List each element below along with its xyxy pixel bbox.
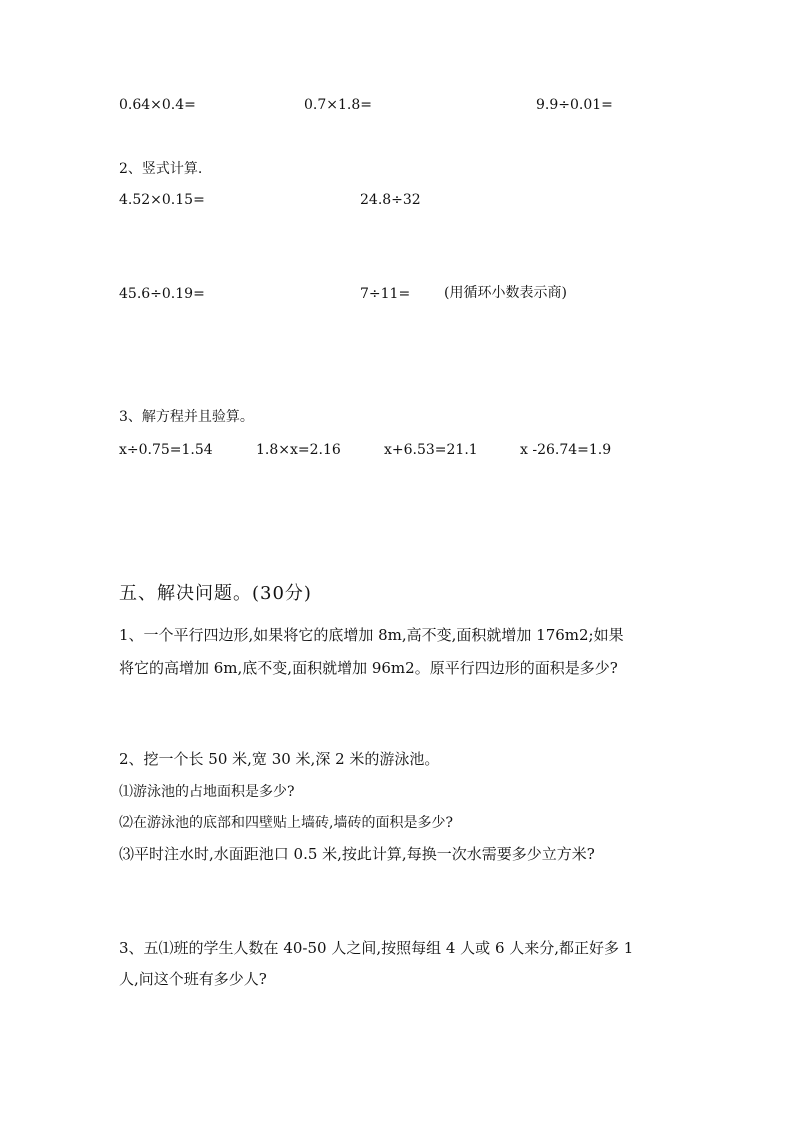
problem-2: 0.7×1.8= — [304, 97, 372, 113]
equation-1: x÷0.75=1.54 — [119, 442, 213, 458]
equation-3: x+6.53=21.1 — [384, 442, 478, 458]
section-2-title: 2、竖式计算. — [119, 161, 203, 177]
question-2-sub-2: ⑵在游泳池的底部和四壁贴上墙砖,墙砖的面积是多少? — [119, 815, 453, 831]
section-3-title: 3、解方程并且验算。 — [119, 409, 254, 425]
equation-2: 1.8×x=2.16 — [256, 442, 341, 458]
vertical-problem-4: 7÷11= — [360, 286, 411, 302]
question-2-title: 2、挖一个长 50 米,宽 30 米,深 2 米的游泳池。 — [119, 750, 440, 768]
problem-1: 0.64×0.4= — [119, 97, 196, 113]
vertical-problem-4-note: (用循环小数表示商) — [444, 285, 567, 301]
question-3-line-1: 3、五⑴班的学生人数在 40-50 人之间,按照每组 4 人或 6 人来分,都正好多 1 — [119, 939, 634, 957]
vertical-problem-3: 45.6÷0.19= — [119, 286, 205, 302]
section-5-heading: 五、解决问题。(30分) — [119, 583, 312, 604]
question-2-sub-1: ⑴游泳池的占地面积是多少? — [119, 784, 295, 800]
question-3-line-2: 人,问这个班有多少人? — [119, 970, 267, 988]
vertical-problem-2: 24.8÷32 — [360, 192, 421, 208]
question-1-line-2: 将它的高增加 6m,底不变,面积就增加 96m2。原平行四边形的面积是多少? — [119, 659, 618, 677]
equation-4: x -26.74=1.9 — [520, 442, 612, 458]
question-2-sub-3: ⑶平时注水时,水面距池口 0.5 米,按此计算,每换一次水需要多少立方米? — [119, 845, 595, 863]
question-1-line-1: 1、一个平行四边形,如果将它的底增加 8m,高不变,面积就增加 176m2;如果 — [119, 626, 624, 644]
vertical-problem-1: 4.52×0.15= — [119, 192, 205, 208]
problem-3: 9.9÷0.01= — [536, 97, 613, 113]
